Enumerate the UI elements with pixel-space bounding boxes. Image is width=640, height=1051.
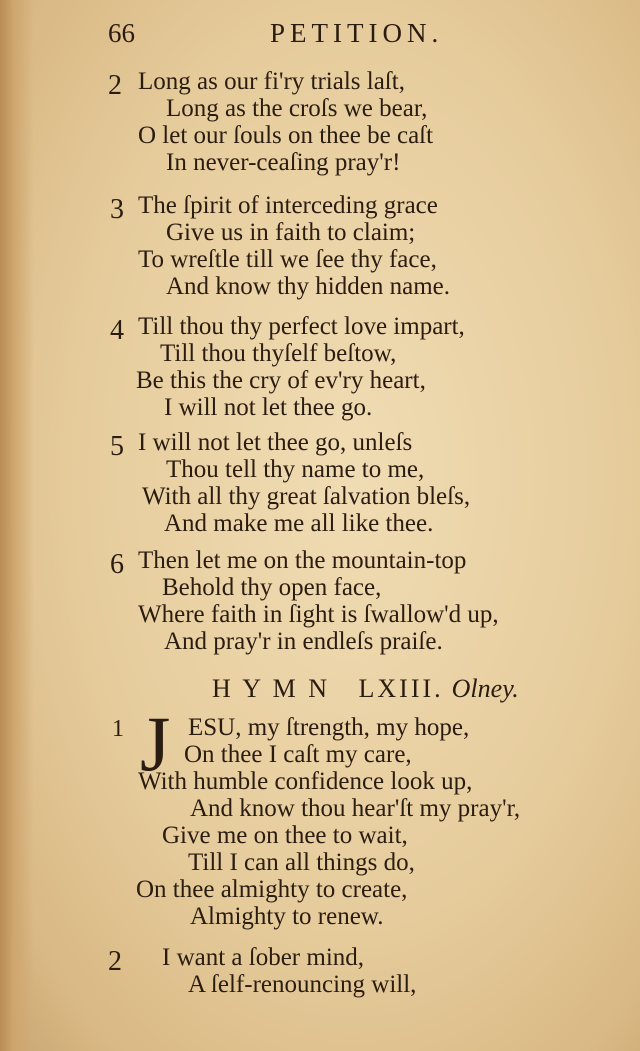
verse-line: On thee almighty to create,	[136, 876, 408, 903]
verse-line: Behold thy open face,	[162, 574, 382, 601]
hymn-place: Olney.	[451, 674, 519, 703]
verse-line: O let our ſouls on thee be caſt	[138, 122, 434, 149]
stanza-number: 1	[112, 716, 124, 742]
stanza-number: 4	[110, 315, 124, 346]
verse-line: Give me on thee to wait,	[162, 822, 408, 849]
stanza-number: 3	[110, 194, 124, 225]
verse-line: Till I can all things do,	[188, 849, 415, 876]
verse-line: Thou tell thy name to me,	[166, 456, 425, 483]
verse-line: With all thy great ſalvation bleſs,	[142, 483, 471, 510]
verse-line: ESU, my ſtrength, my hope,	[188, 714, 470, 741]
verse-line: Long as the croſs we bear,	[166, 95, 428, 122]
verse-line: With humble confidence look up,	[138, 768, 473, 795]
verse-line: I want a ſober mind,	[162, 944, 365, 971]
verse-line: Then let me on the mountain-top	[138, 547, 467, 574]
verse-line: Give us in faith to claim;	[166, 219, 416, 246]
hymn-title	[212, 674, 519, 704]
stanza-number: 6	[110, 549, 124, 580]
drop-capital: J	[140, 700, 171, 787]
verse-line: I will not let thee go, unleſs	[138, 429, 413, 456]
verse-line: Till thou thyſelf beſtow,	[160, 340, 397, 367]
page-header	[0, 18, 640, 54]
verse-line: Almighty to renew.	[190, 903, 384, 930]
stanza-number: 2	[108, 70, 122, 101]
verse-line: And make me all like thee.	[164, 510, 434, 537]
page-number: 66	[108, 18, 135, 48]
verse-line: I will not let thee go.	[164, 394, 373, 421]
verse-line: Till thou thy perfect love impart,	[138, 313, 465, 340]
verse-line: And pray'r in endleſs praiſe.	[164, 628, 443, 655]
verse-line: Where faith in ſight is ſwallow'd up,	[138, 601, 499, 628]
verse-line: To wreſtle till we ſee thy face,	[138, 246, 437, 273]
verse-line: A ſelf-renouncing will,	[188, 971, 417, 998]
stanza-number: 5	[110, 431, 124, 462]
verse-line: And know thou hear'ſt my pray'r,	[190, 795, 521, 822]
verse-line: And know thy hidden name.	[166, 273, 450, 300]
stanza-number: 2	[108, 946, 122, 977]
verse-line: Long as our fi'ry trials laſt,	[138, 68, 405, 95]
verse-line: In never-ceaſing pray'r!	[166, 149, 401, 176]
verse-line: The ſpirit of interceding grace	[138, 192, 438, 219]
verse-line: On thee I caſt my care,	[184, 741, 412, 768]
hymn-number: H Y M N LXIII.	[212, 674, 444, 703]
running-head: PETITION.	[270, 18, 444, 48]
verse-line: Be this the cry of ev'ry heart,	[136, 367, 426, 394]
